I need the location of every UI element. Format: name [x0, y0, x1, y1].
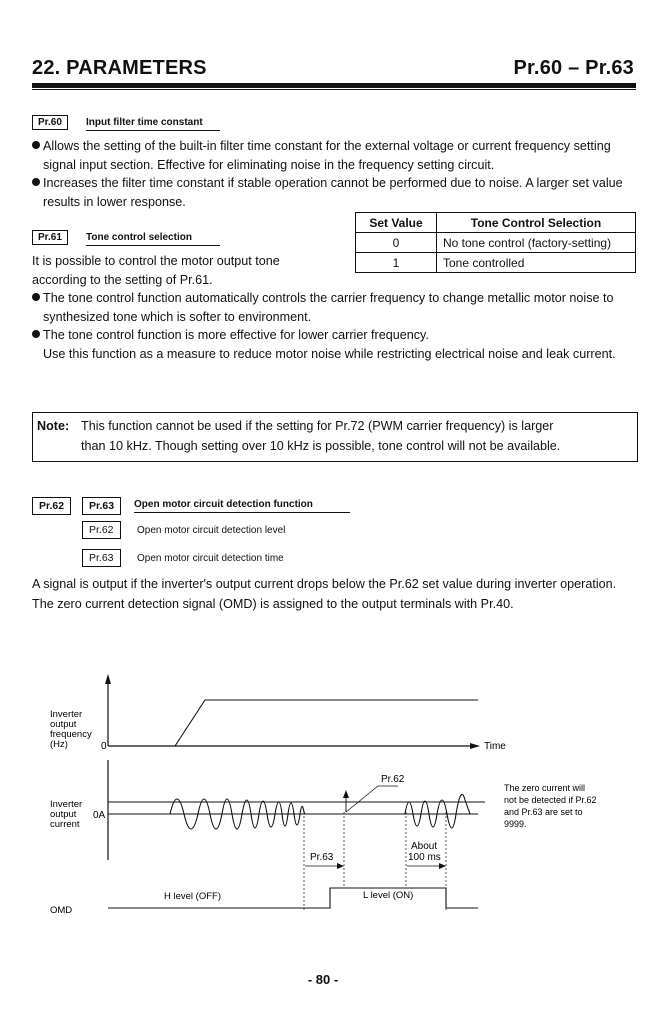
pr63-item-box: Pr.63	[82, 549, 121, 567]
pr62-63-heading: Open motor circuit detection function	[134, 499, 350, 513]
table-cell: Tone controlled	[437, 253, 636, 273]
pr60-code-box: Pr.60	[32, 115, 68, 130]
pr61-heading: Tone control selection	[86, 232, 220, 246]
pr60-heading: Input filter time constant	[86, 117, 220, 131]
time-label: Time	[484, 741, 506, 752]
page-number: - 80 -	[307, 972, 339, 987]
pr63-code-box: Pr.63	[82, 497, 121, 515]
current-label: Inverter output current	[50, 799, 83, 830]
omd-label: OMD	[50, 905, 73, 916]
pr62-code-box: Pr.62	[32, 497, 71, 515]
current-waveform	[108, 794, 478, 829]
note-line-2: than 10 kHz. Though setting over 10 kHz is possible, tone control will not be available.	[81, 439, 561, 453]
pr61-bullet-2: The tone control function is more effective for lower carrier frequency.	[32, 326, 638, 345]
time-axis-arrow	[470, 743, 480, 749]
pr62-diagram-label: Pr.62	[381, 774, 405, 785]
frequency-waveform	[175, 700, 478, 746]
ms-label: 100 ms	[408, 852, 441, 863]
pr62-63-description: A signal is output if the inverter's output current drops below the Pr.62 set value during inverter operation. The zero current detection signal (OMD) is assigned to the output terminals with Pr.40.	[32, 577, 617, 611]
freq-y-axis-arrow	[105, 674, 111, 684]
table-header-cell: Tone Control Selection	[437, 213, 636, 233]
parameter-range: Pr.60 – Pr.63	[513, 57, 634, 79]
l-level-label: L level (ON)	[363, 890, 414, 901]
note-label: Note:	[37, 419, 70, 433]
h-level-label: H level (OFF)	[164, 891, 221, 902]
pr61-intro: It is possible to control the motor output tone according to the setting of Pr.61.	[32, 254, 280, 287]
pr62-item-label: Open motor circuit detection level	[137, 525, 286, 536]
delay-span-arrow	[439, 863, 446, 869]
pr61-bullet-1: The tone control function automatically controls the carrier frequency to change metallic motor noise to synthesized tone which is softer to environment.	[32, 289, 638, 326]
pr60-bullet-2: Increases the filter time constant if stable operation cannot be performed due to noise. A larger set value results in lower response.	[32, 174, 638, 211]
table-cell: No tone control (factory-setting)	[437, 233, 636, 253]
pr63-item-label: Open motor circuit detection time	[137, 553, 284, 564]
pr61-extra: Use this function as a measure to reduce motor noise while restricting electrical noise and leak current.	[43, 346, 616, 361]
pr60-bullet-1: Allows the setting of the built-in filter time constant for the external voltage or current frequency setting signal input section. Effective for eliminating noise in the frequency setting circuit.	[32, 137, 638, 174]
zero-a-label: 0A	[93, 810, 106, 821]
pr62-arrow-head	[343, 790, 349, 798]
table-cell: 1	[356, 253, 437, 273]
zero-label: 0	[101, 741, 107, 752]
section-number: 22.	[32, 57, 61, 79]
pr63-span-arrow	[337, 863, 344, 869]
pr62-item-box: Pr.62	[82, 521, 121, 539]
pr61-code-box: Pr.61	[32, 230, 68, 245]
about-label: About	[411, 841, 438, 852]
note-line-1: This function cannot be used if the setting for Pr.72 (PWM carrier frequency) is larger	[81, 419, 554, 433]
freq-label: Inverter output frequency (Hz)	[50, 709, 92, 750]
table-cell: 0	[356, 233, 437, 253]
side-note: The zero current will not be detected if Pr.62 and Pr.63 are set to 9999.	[504, 783, 597, 829]
pr62-leader	[346, 786, 378, 812]
pr63-diagram-label: Pr.63	[310, 852, 334, 863]
table-header-cell: Set Value	[356, 213, 437, 233]
page-title: PARAMETERS	[66, 57, 207, 79]
